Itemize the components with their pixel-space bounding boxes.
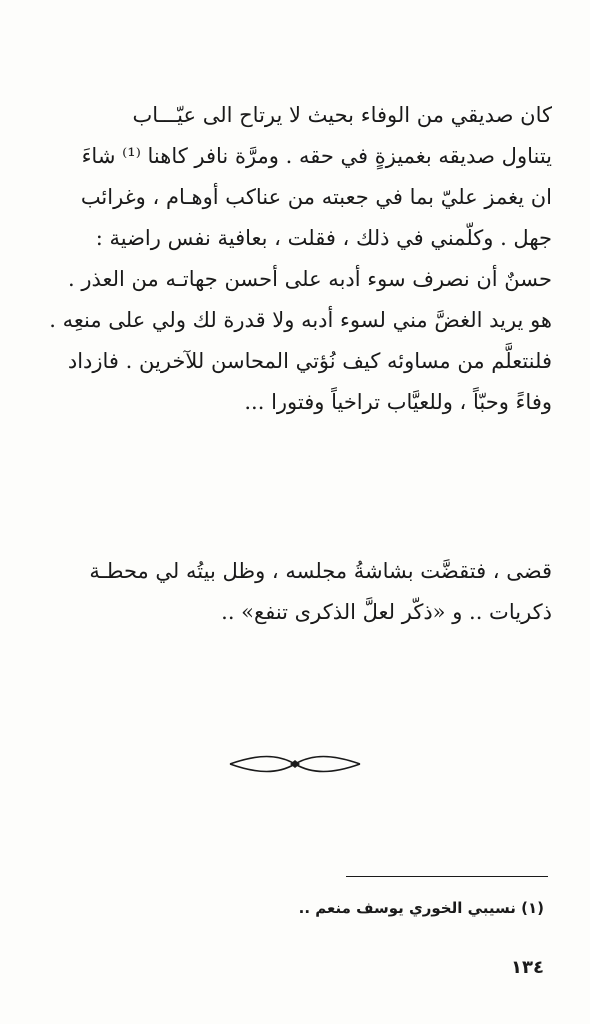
- text-line: ان يغمز عليّ بما في جعبته من عناكب أوهـام ، وغرائب: [80, 185, 552, 209]
- text-line: ذكريات .. و «ذكّر لعلَّ الذكرى تنفع» ..: [221, 600, 552, 624]
- page-number: ١٣٤: [511, 957, 544, 978]
- footnote-separator: [346, 876, 548, 877]
- text-line: فلنتعلَّم من مساوئه كيف نُؤتي المحاسن للآخرين . فازداد: [67, 349, 552, 373]
- text-line: يتناول صديقه بغميزةٍ في حقه . ومرَّة نافر كاهنا ⁽¹⁾ شاءَ: [81, 144, 552, 168]
- body-paragraph-2: [32, 551, 552, 633]
- text-line: كان صديقي من الوفاء بحيث لا يرتاح الى عيّـــاب: [132, 103, 552, 127]
- text-line: وفاءً وحبّاً ، وللعيَّاب تراخياً وفتورا ...: [244, 390, 552, 414]
- text-line: هو يريد الغضَّ مني لسوء أدبه ولا قدرة لك ولي على منعِه .: [49, 308, 552, 332]
- body-paragraph-1: [32, 95, 552, 423]
- text-line: قضى ، فتقضَّت بشاشةُ مجلسه ، وظل بيتُه لي محطـة: [89, 559, 552, 583]
- decorative-divider-ornament: [228, 752, 362, 776]
- text-line: حسنٌ أن نصرف سوء أدبه على أحسن جهاتـه من العذر .: [67, 267, 552, 291]
- footnote: (١) نسيبي الخوري يوسف منعم ..: [298, 899, 544, 917]
- text-line: جهل . وكلّمني في ذلك ، فقلت ، بعافية نفس راضية :: [95, 226, 552, 250]
